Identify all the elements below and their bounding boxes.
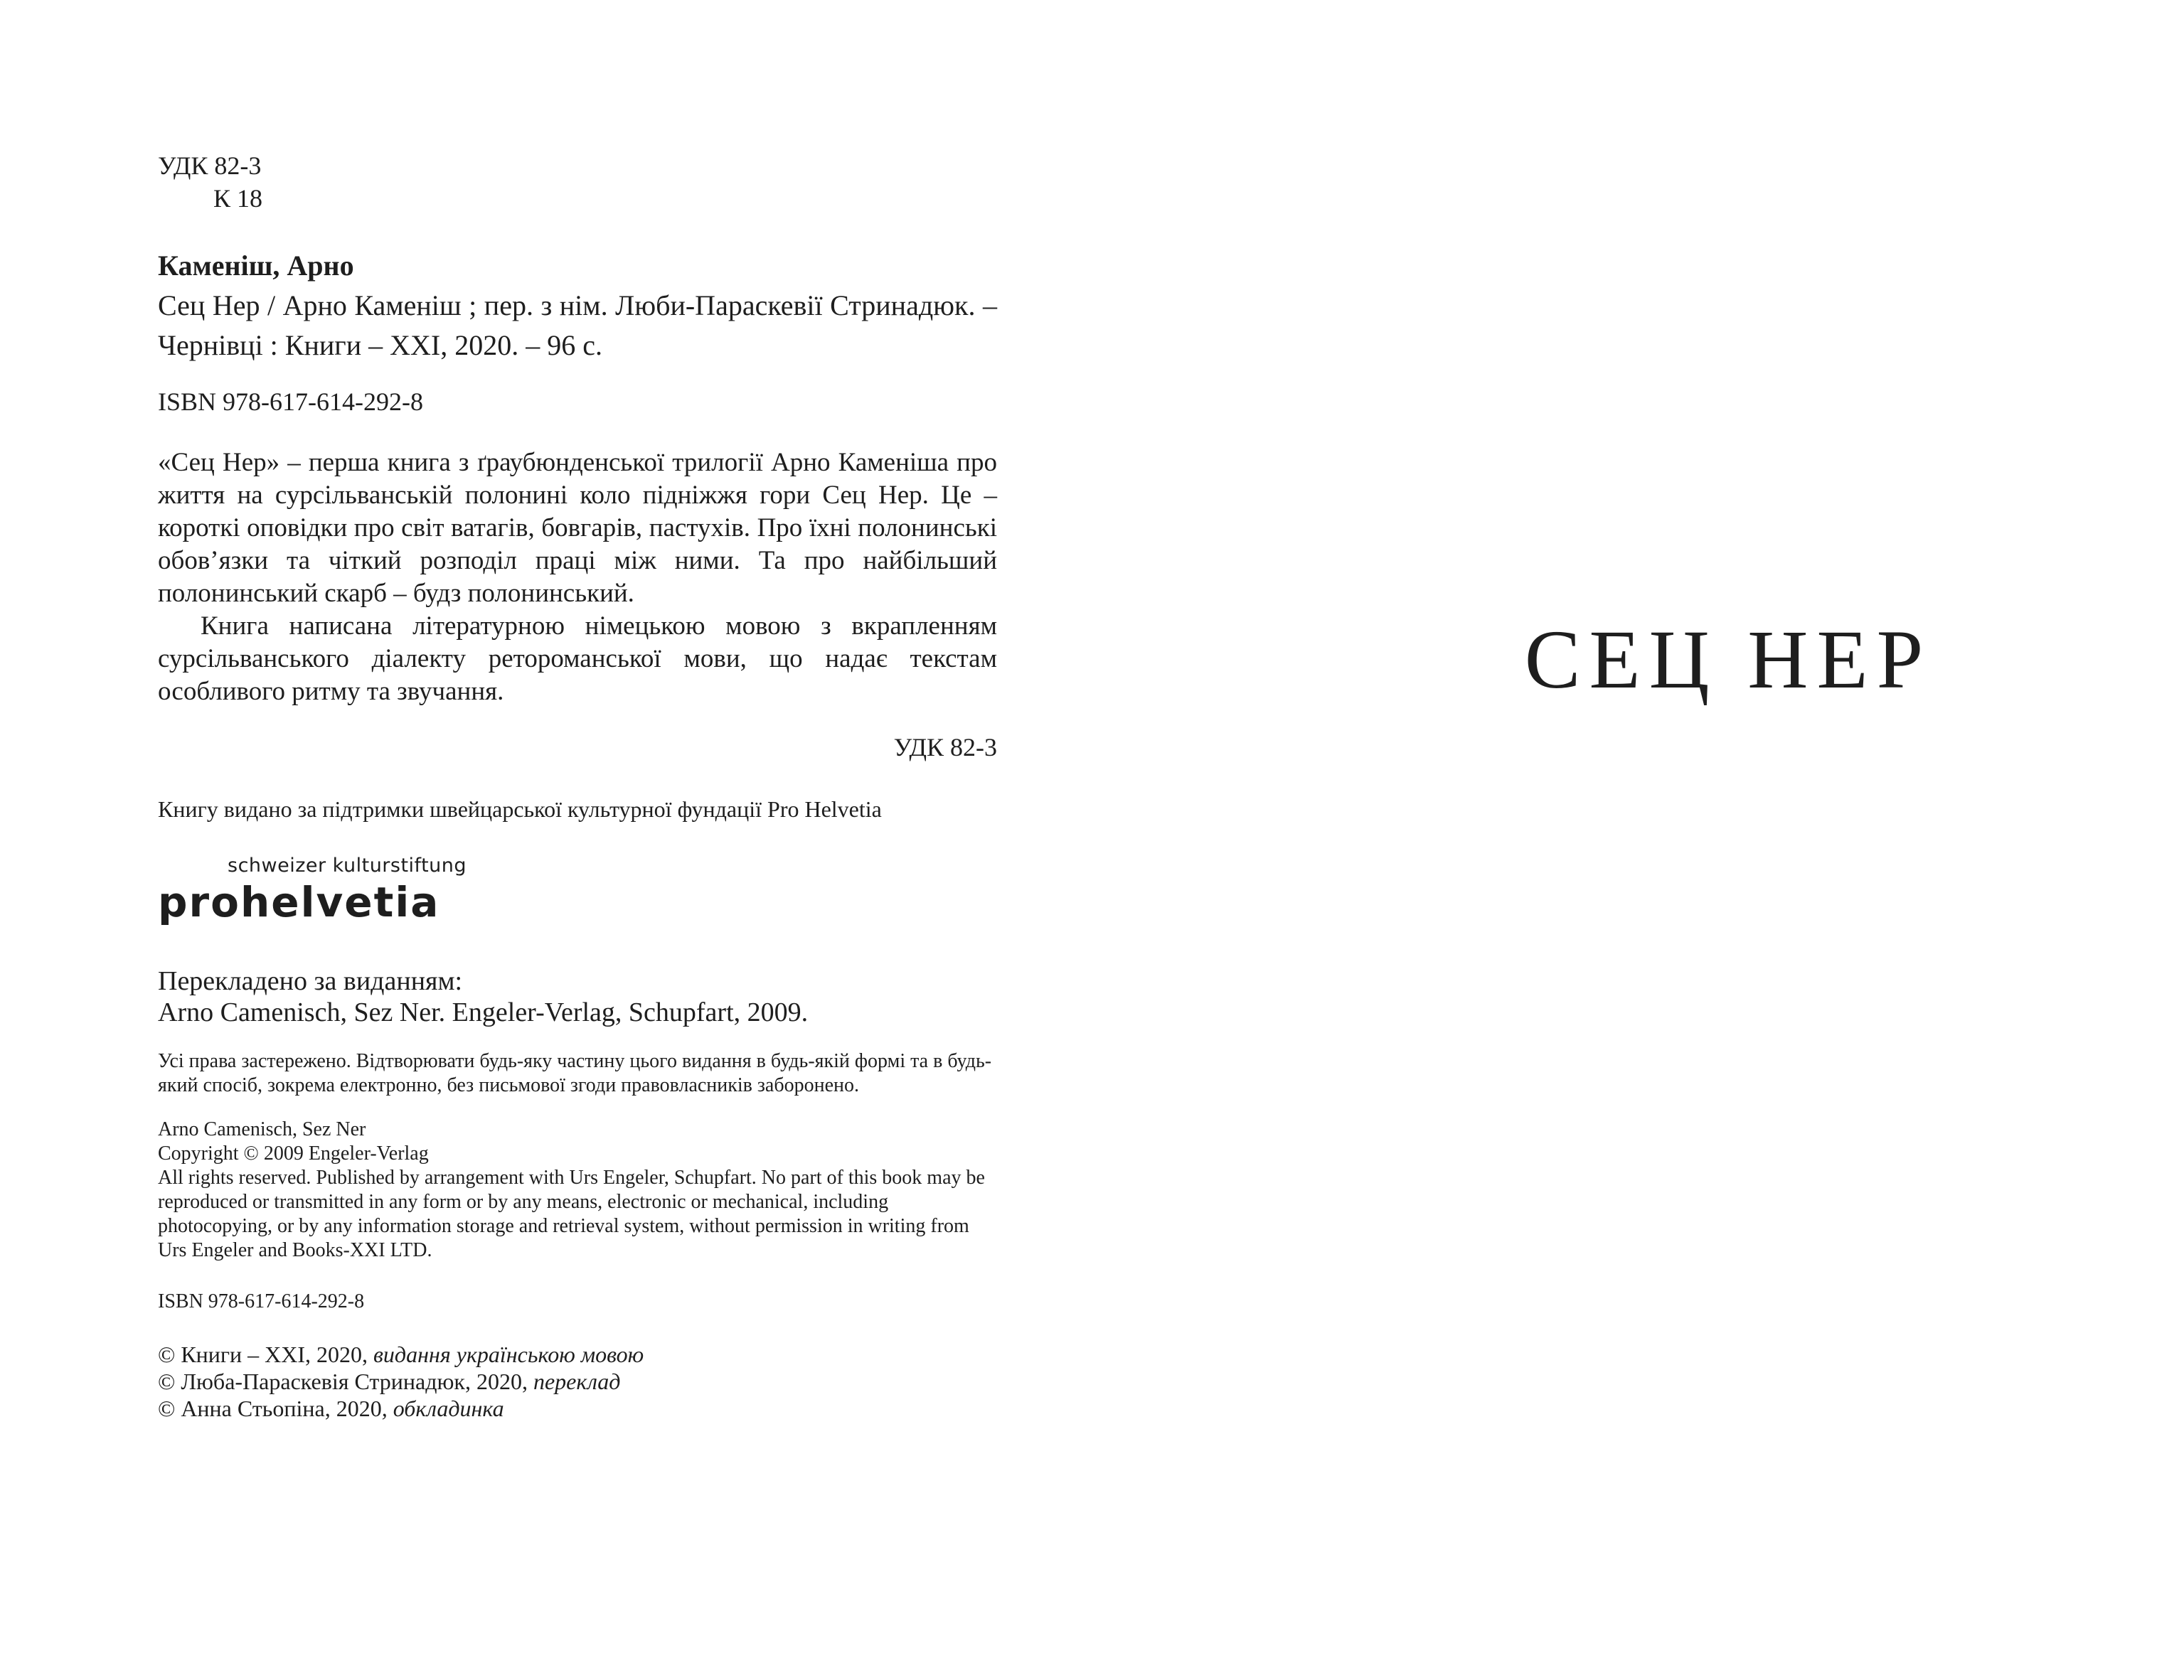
author-heading: Каменіш, Арно: [158, 250, 354, 282]
logo-wordmark: prohelvetia: [158, 878, 440, 926]
rights-notice-ukrainian: Усі права застережено. Відтворювати будь-яку частину цього видання в будь-якій формі та в будь-який спосіб, зокрема електронно, без письмової згоди правовласників заборонено.: [158, 1050, 992, 1096]
copyright-role: видання українською мовою: [373, 1342, 644, 1367]
original-title-line: Arno Camenisch, Sez Ner: [158, 1118, 366, 1140]
copyright-holders: [158, 1341, 997, 1422]
rights-reserved-english: All rights reserved. Published by arrangement with Urs Engeler, Schupfart. No part of this book may be reproduced or transmitted in any form or by any means, electronic or mechanical, including photocopying, or by any information storage and retrieval system, without permission in writing from Urs Engeler and Books-XXI LTD.: [158, 1167, 985, 1261]
isbn-bottom: ISBN 978-617-614-292-8: [158, 1290, 365, 1312]
copyright-holder-line: [158, 1341, 997, 1368]
annotation: [158, 446, 997, 708]
imprint-page: [158, 149, 997, 1422]
title-page: [1408, 611, 2048, 708]
udk-right-aligned: УДК 82-3: [893, 733, 997, 761]
copyright-holder-line: [158, 1395, 997, 1422]
copyright-role: переклад: [533, 1369, 621, 1394]
annotation-paragraph-2: Книга написана літературною німецькою мовою з вкрапленням сурсільванського діалекту ретороманської мови, що надає текстам особливого ритму та звучання.: [158, 611, 997, 706]
author-sign-code: К 18: [213, 184, 263, 213]
support-statement: Книгу видано за підтримки швейцарської культурної фундації Pro Helvetia: [158, 796, 882, 822]
translation-source: [158, 965, 997, 1028]
udk-block: [158, 149, 997, 215]
copyright-holder: © Анна Стьопіна, 2020: [158, 1396, 382, 1421]
logo-subtitle: schweizer kulturstiftung: [228, 855, 467, 877]
copyright-holder: © Люба-Параскевія Стринадюк, 2020,: [158, 1369, 533, 1394]
translated-from-source: Arno Camenisch, Sez Ner. Engeler-Verlag, Schupfart, 2009.: [158, 997, 809, 1027]
copyright-role: , обкладинка: [381, 1396, 504, 1421]
annotation-paragraph-1: «Сец Нер» – перша книга з ґраубюнденської трилогії Арно Каменіша про життя на сурсільванській полонині коло підніжжя гори Сец Нер. Це – короткі оповідки про світ ватагів, бовгарів, пастухів. Про їхні полонинські обов’язки та чіткий розподіл праці між ними. Та про найбільший полонинський скарб – будз полонинський.: [158, 448, 997, 608]
pro-helvetia-logo: [158, 853, 997, 926]
book-title: СЕЦ НЕР: [1524, 613, 1932, 706]
udk-code: УДК 82-3: [158, 151, 262, 180]
isbn-top: ISBN 978-617-614-292-8: [158, 387, 423, 416]
copyright-holder-line: [158, 1368, 997, 1395]
translated-from-label: Перекладено за виданням:: [158, 966, 463, 996]
bibliographic-description: Сец Нер / Арно Каменіш ; пер. з нім. Люби-Параскевії Стринадюк. – Чернівці : Книги – XXI, 2020. – 96 с.: [158, 289, 997, 361]
bibliographic-record: [158, 246, 997, 365]
copyright-holder: © Книги – XXI, 2020,: [158, 1342, 374, 1367]
copyright-notice-english: [158, 1118, 997, 1263]
original-copyright-line: Copyright © 2009 Engeler-Verlag: [158, 1143, 429, 1165]
